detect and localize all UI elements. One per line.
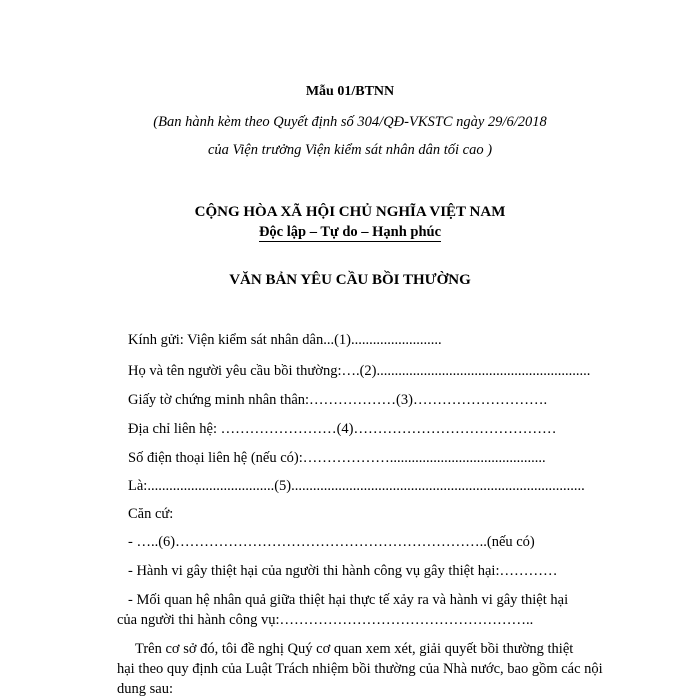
basis-item-2: - Hành vi gây thiệt hại của người thi hành công vụ gây thiệt hại:………… xyxy=(128,563,558,579)
issuance-note-line-2: của Viện trưởng Viện kiểm sát nhân dân tối cao ) xyxy=(207,142,493,158)
request-paragraph-line-2: hại theo quy định của Luật Trách nhiệm bồi thường của Nhà nước, bao gồm các nội xyxy=(117,661,603,677)
role-line: Là:...................................(5)................................................................................. xyxy=(128,478,585,494)
request-paragraph-line-3: dung sau: xyxy=(117,681,173,697)
national-motto xyxy=(0,224,700,241)
basis-item-3-line-2: của người thi hành công vụ:…………………………………………….. xyxy=(117,612,534,628)
basis-label: Căn cứ: xyxy=(128,506,174,522)
national-title: CỘNG HÒA XÃ HỘI CHỦ NGHĨA VIỆT NAM xyxy=(194,204,506,220)
address-line: Địa chỉ liên hệ: ……………………(4)…………………………………… xyxy=(128,421,557,437)
form-code: Mẫu 01/BTNN xyxy=(305,84,395,99)
issuance-note-line-1: (Ban hành kèm theo Quyết định số 304/QĐ-VKSTC ngày 29/6/2018 xyxy=(153,114,547,130)
phone-line: Số điện thoại liên hệ (nếu có):………………........................................... xyxy=(128,450,546,466)
motto-text: Độc lập – Tự do – Hạnh phúc xyxy=(258,224,442,240)
id-document-line: Giấy tờ chứng minh nhân thân:………………(3)………………………. xyxy=(128,392,548,408)
basis-item-1: - …..(6)………………………………………………………..(nếu có) xyxy=(128,534,535,550)
request-paragraph-line-1: Trên cơ sở đó, tôi đề nghị Quý cơ quan xem xét, giải quyết bồi thường thiệt xyxy=(135,641,574,657)
recipient-line: Kính gửi: Viện kiểm sát nhân dân...(1)......................... xyxy=(128,332,442,348)
claimant-name-line: Họ và tên người yêu cầu bồi thường:….(2)........................................................... xyxy=(128,363,591,379)
basis-item-3-line-1: - Mối quan hệ nhân quả giữa thiệt hại thực tế xảy ra và hành vi gây thiệt hại xyxy=(128,592,569,608)
document-title: VĂN BẢN YÊU CẦU BỒI THƯỜNG xyxy=(229,272,471,288)
